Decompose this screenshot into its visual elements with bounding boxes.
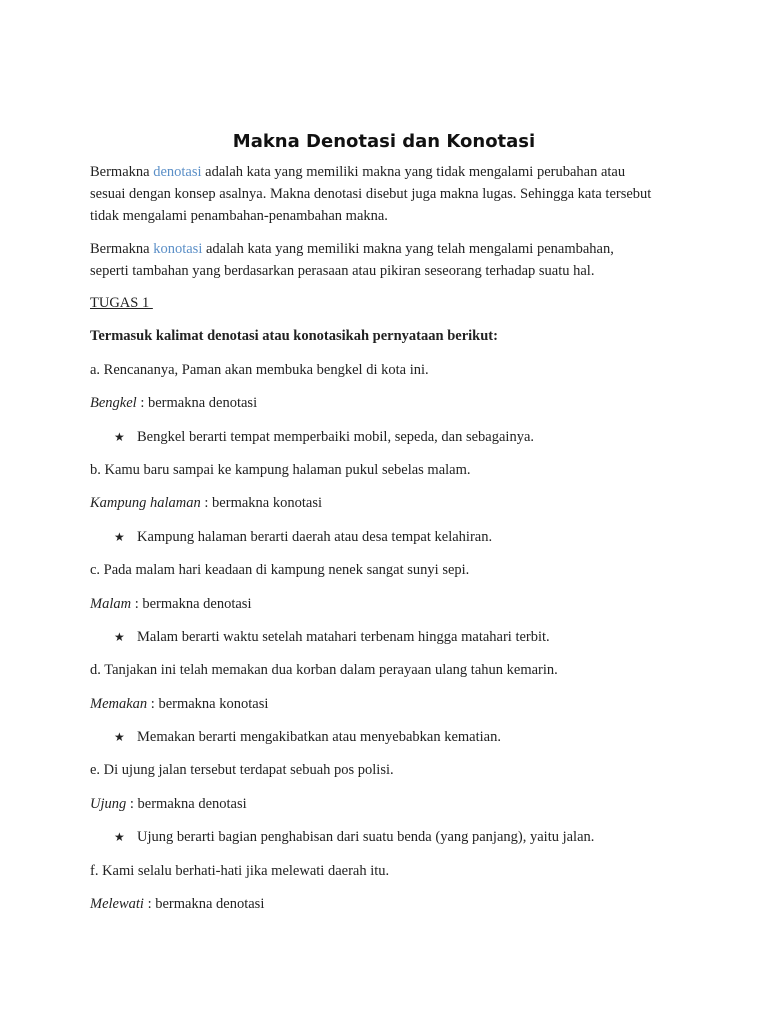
- key-word: Ujung: [90, 795, 127, 812]
- example-sentence: b. Kamu baru sampai ke kampung halaman pukul sebelas malam.: [90, 461, 471, 478]
- page-title: Makna Denotasi dan Konotasi: [232, 131, 536, 152]
- star-icon: ★: [114, 830, 125, 845]
- denotasi-term: denotasi: [153, 164, 202, 180]
- meaning-label: : bermakna denotasi: [131, 595, 252, 612]
- word-meaning: [90, 487, 730, 520]
- meaning-label: : bermakna denotasi: [143, 896, 265, 913]
- explanation-bullet: [90, 521, 730, 554]
- example-sentence: a. Rencananya, Paman akan membuka bengkel di kota ini.: [90, 361, 429, 378]
- star-icon: ★: [114, 629, 125, 644]
- text: sesuai dengan konsep asalnya. Makna denotasi disebut juga makna lugas. Sehingga kata tersebut: [90, 186, 652, 202]
- word-meaning: [90, 888, 730, 921]
- example-sentence: c. Pada malam hari keadaan di kampung nenek sangat sunyi sepi.: [90, 562, 470, 579]
- key-word: Malam: [90, 595, 132, 612]
- star-icon: ★: [114, 529, 125, 544]
- text: adalah kata yang memiliki makna yang tidak mengalami perubahan atau: [201, 164, 626, 180]
- example-sentence: e. Di ujung jalan tersebut terdapat sebuah pos polisi.: [90, 762, 394, 779]
- star-icon: ★: [114, 429, 125, 444]
- section-heading: TUGAS 1: [90, 295, 153, 311]
- explanation-bullet: [90, 621, 730, 654]
- explanation-bullet: [90, 721, 730, 754]
- word-meaning: [90, 387, 730, 420]
- word-meaning: [90, 588, 730, 621]
- text: Bermakna: [90, 241, 154, 257]
- example-sentence: f. Kami selalu berhati-hati jika melewati daerah itu.: [90, 862, 390, 879]
- key-word: Kampung halaman: [90, 495, 201, 512]
- explanation-bullet: [90, 821, 730, 854]
- explanation: Kampung halaman berarti daerah atau desa tempat kelahiran.: [137, 528, 493, 545]
- word-meaning: [90, 688, 730, 721]
- text: tidak mengalami penambahan-penambahan makna.: [90, 208, 388, 224]
- key-word: Bengkel: [90, 395, 137, 412]
- explanation-bullet: [90, 421, 730, 454]
- text: seperti tambahan yang berdasarkan perasaan atau pikiran seseorang terhadap suatu hal.: [90, 263, 595, 279]
- explanation: Bengkel berarti tempat memperbaiki mobil, sepeda, dan sebagainya.: [137, 428, 535, 445]
- exercise-section: [90, 287, 730, 921]
- example-sentence: d. Tanjakan ini telah memakan dua korban dalam perayaan ulang tahun kemarin.: [90, 662, 558, 679]
- meaning-label: : bermakna denotasi: [126, 795, 247, 812]
- meaning-label: : bermakna denotasi: [136, 395, 258, 412]
- explanation: Memakan berarti mengakibatkan atau menyebabkan kematian.: [137, 729, 501, 746]
- key-word: Memakan: [90, 695, 148, 712]
- meaning-label: : bermakna konotasi: [147, 695, 269, 712]
- text: adalah kata yang memiliki makna yang telah mengalami penambahan,: [202, 241, 614, 257]
- konotasi-term: konotasi: [153, 241, 203, 257]
- text: Bermakna: [90, 164, 154, 180]
- explanation: Ujung berarti bagian penghabisan dari suatu benda (yang panjang), yaitu jalan.: [137, 829, 595, 846]
- key-word: Melewati: [90, 896, 144, 913]
- meaning-label: : bermakna konotasi: [200, 495, 322, 512]
- konotasi-definition: [90, 238, 690, 282]
- explanation: Malam berarti waktu setelah matahari terbenam hingga matahari terbit.: [137, 628, 550, 645]
- star-icon: ★: [114, 730, 125, 745]
- denotasi-definition: [90, 161, 690, 227]
- instruction: Termasuk kalimat denotasi atau konotasikah pernyataan berikut:: [90, 328, 498, 345]
- word-meaning: [90, 788, 730, 821]
